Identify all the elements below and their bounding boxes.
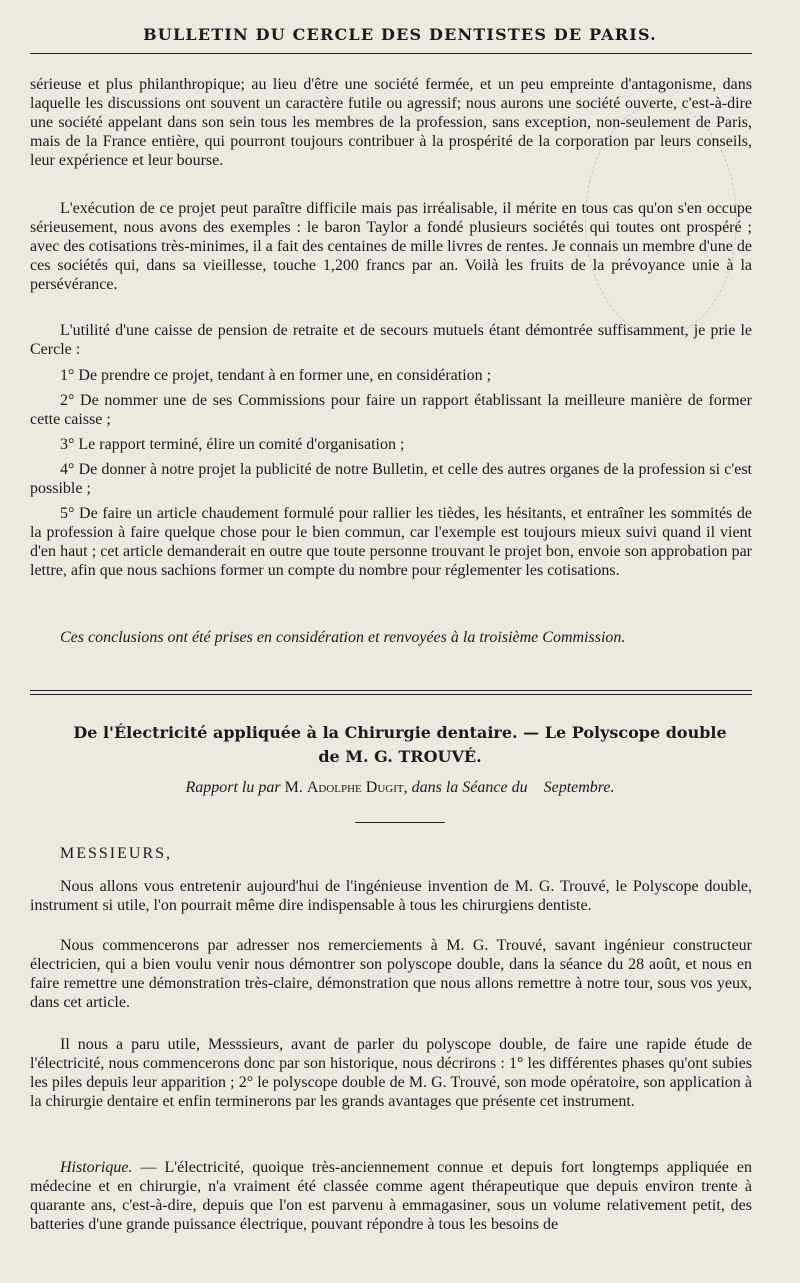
report-month: Septembre. [543,779,615,796]
article-title-line1: De l'Électricité appliquée à la Chirurgie dentaire. — Le Polyscope double [73,723,727,742]
paragraph-societe: sérieuse et plus philanthropique; au lieu d'être une société fermée, et un peu empreinte d'antagonisme, dans laquelle les discussions ont souvent un caractère futile ou agressif; nous aurons une société ouverte, c'est-à-dire une société appelant dans son sein tous les membres de la profession, sans exception, non-seulement de Paris, mais de la France entière, qui pourront toujours contribuer à la prospérité de la corporation par leurs conseils, leur expérience et leur bourse. [30,76,752,169]
list-item-3: 3° Le rapport terminé, élire un comité d'organisation ; [60,436,405,453]
short-rule [355,822,445,823]
report-suffix: dans la Séance du [411,779,528,796]
list-item-5: 5° De faire un article chaudement formulé pour rallier les tièdes, les hésitants, et entraîner les sommités de la profession à faire quelque chose pour le bien commun, car l'exemple est toujours mieux suivi quand il vient d'en haut ; cet article demanderait en outre que toute personne trouvant le projet bon, envoie son approbation par lettre, afin que nous sachions former un compte du nombre pour réglementer les cotisations. [30,505,752,579]
article-paragraph-historique [30,1158,752,1234]
article-paragraph-1: Nous allons vous entretenir aujourd'hui de l'ingénieuse invention de M. G. Trouvé, le Polyscope double, instrument si utile, l'on pourrait même dire indispensable à tous les chirurgiens dentiste. [30,878,752,914]
historique-text: — L'électricité, quoique très-anciennement connue et depuis fort longtemps appliquée en médecine et en chirurgie, n'a vraiment été classée comme agent thérapeutique que depuis environ trente à quarante ans, c'est-à-dire, depuis que l'on est parvenu à emmagasiner, sous un volume relativement petit, des batteries d'une grande puissance électrique, pouvant répondre à tous les besoins de [30,1159,752,1233]
conclusion-note: Ces conclusions ont été prises en considération et renvoyées à la troisième Commission. [60,629,626,646]
list-item-4: 4° De donner à notre projet la publicité de notre Bulletin, et celle des autres organes de la profession si c'est possible ; [30,461,752,497]
article-paragraph-3: Il nous a paru utile, Messsieurs, avant de parler du polyscope double, de faire une rapide étude de l'électricité, nous commencerons donc par son historique, nous décrirons : 1° les différentes phases qu'ont subies les piles depuis leur apparition ; 2° le polyscope double de M. G. Trouvé, son mode opératoire, son application à la chirurgie dentaire et enfin terminerons par les grands avantages que présente cet instrument. [30,1036,752,1110]
running-header: BULLETIN DU CERCLE DES DENTISTES DE PARIS. [143,25,657,44]
report-author: Adolphe Dugit, [306,779,408,796]
salutation: MESSIEURS, [60,845,173,862]
report-byline [30,779,770,797]
paragraph-utilite: L'utilité d'une caisse de pension de retraite et de secours mutuels étant démontrée suffisamment, je prie le Cercle : [30,322,752,358]
article-title-line2: de M. G. TROUVÉ. [318,747,482,766]
report-prefix: Rapport lu par [185,779,281,796]
list-item-2: 2° De nommer une de ses Commissions pour faire un rapport établissant la meilleure manière de former cette caisse ; [30,392,752,428]
historique-label: Historique. [60,1159,133,1176]
list-item-1: 1° De prendre ce projet, tendant à en former une, en considération ; [60,367,492,384]
header-rule [30,53,752,54]
report-m: M. [284,779,303,796]
article-paragraph-2: Nous commencerons par adresser nos remerciements à M. G. Trouvé, savant ingénieur constructeur électricien, qui a bien voulu venir nous démontrer son polyscope double, dans la séance du 28 août, et nous en faire remettre une démonstration très-claire, démonstration que nous allons remettre à notre tour, sous vos yeux, dans cet article. [30,937,752,1011]
paragraph-execution: L'exécution de ce projet peut paraître difficile mais pas irréalisable, il mérite en tous cas qu'on s'en occupe sérieusement, nous avons des exemples : le baron Taylor a fondé plusieurs sociétés qui toutes ont prospéré ; avec des cotisations très-minimes, il a fait des centaines de mille livres de rentes. Je connais un membre d'une de ces sociétés qui, dans sa vieillesse, touche 1,200 francs par an. Voilà les fruits de la prévoyance unie à la persévérance. [30,200,752,293]
section-double-rule [30,690,752,695]
